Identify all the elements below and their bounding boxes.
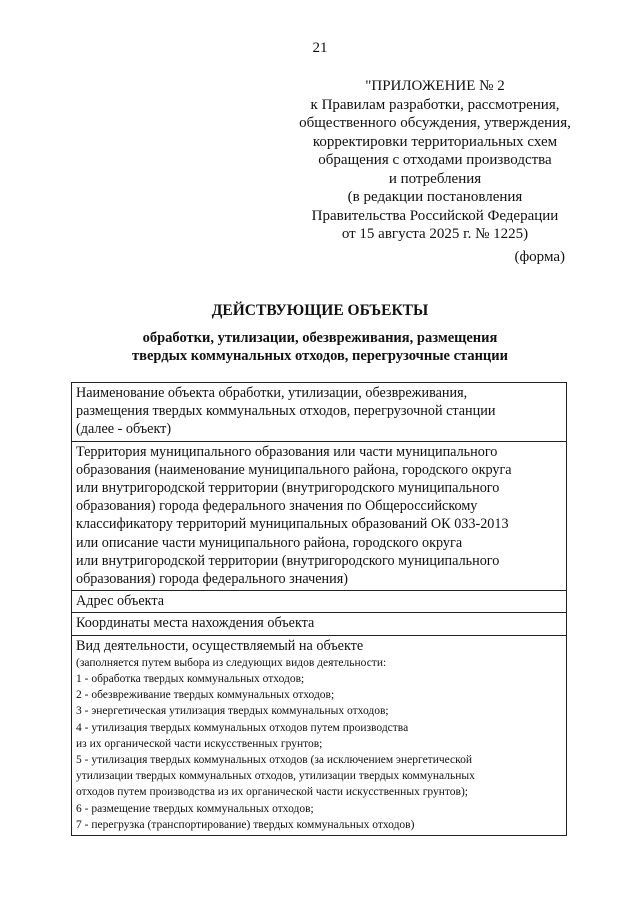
- activity-line: 2 - обезвреживание твердых коммунальных отходов;: [76, 689, 335, 702]
- cell-line: или описание части муниципального района, городского округа: [76, 534, 463, 551]
- activity-line: из их органической части искусственных грунтов;: [76, 737, 323, 750]
- activity-line: 6 - размещение твердых коммунальных отходов;: [76, 802, 314, 815]
- cell-line: образования (наименование муниципального района, городского округа: [76, 461, 512, 478]
- form-table: [71, 382, 567, 836]
- activity-heading: [76, 637, 562, 655]
- cell-line: или внутригородской территории (внутригородского муниципального: [76, 480, 500, 497]
- activity-line: 1 - обработка твердых коммунальных отходов;: [76, 673, 305, 686]
- cell-line: классификатору территорий муниципальных образований ОК 033-2013: [76, 516, 509, 533]
- cell-line: образования) города федерального значения): [76, 571, 348, 588]
- cell-line: Территория муниципального образования или части муниципального: [76, 443, 498, 460]
- cell-line: размещения твердых коммунальных отходов, перегрузочной станции: [76, 403, 496, 420]
- activity-line: утилизации твердых коммунальных отходов, утилизации твердых коммунальных: [76, 770, 475, 783]
- table-row-territory: [72, 441, 567, 591]
- document-subtitle: [0, 329, 640, 365]
- form-label: (форма): [514, 249, 565, 265]
- appendix-line: "ПРИЛОЖЕНИЕ № 2: [365, 78, 505, 94]
- cell-line: Наименование объекта обработки, утилизации, обезвреживания,: [76, 385, 468, 401]
- activity-line: отходов путем производства из их органической части искусственных грунтов);: [76, 786, 468, 799]
- appendix-line: Правительства Российской Федерации: [311, 207, 559, 224]
- page-number: 21: [312, 40, 328, 56]
- cell-line: Координаты места нахождения объекта: [76, 615, 315, 632]
- appendix-line: (в редакции постановления: [347, 189, 523, 205]
- subtitle-line: твердых коммунальных отходов, перегрузочные станции: [132, 348, 508, 364]
- appendix-line: от 15 августа 2025 г. № 1225): [341, 226, 529, 242]
- activity-line: (заполняется путем выбора из следующих видов деятельности:: [76, 656, 387, 669]
- activity-line: 5 - утилизация твердых коммунальных отходов (за исключением энергетической: [76, 754, 473, 767]
- cell-line: Вид деятельности, осуществляемый на объекте: [76, 637, 364, 654]
- document-title: ДЕЙСТВУЮЩИЕ ОБЪЕКТЫ: [211, 302, 429, 319]
- activity-list: [76, 655, 562, 833]
- activity-cell: [72, 635, 567, 835]
- cell-line: образования) города федерального значения по Общероссийскому: [76, 498, 478, 515]
- address-cell: [72, 591, 567, 613]
- subtitle-line: обработки, утилизации, обезвреживания, размещения: [142, 330, 498, 346]
- appendix-line: корректировки территориальных схем: [312, 133, 558, 150]
- table-row-coordinates: [72, 613, 567, 635]
- cell-line: (далее - объект): [76, 421, 172, 438]
- object-name-cell: [72, 383, 567, 442]
- activity-line: 3 - энергетическая утилизация твердых коммунальных отходов;: [76, 705, 389, 718]
- table-row-address: [72, 591, 567, 613]
- cell-line: Адрес объекта: [76, 593, 165, 610]
- table-row-activity: [72, 635, 567, 835]
- cell-line: или внутригородской территории (внутригородского муниципального: [76, 552, 500, 569]
- territory-cell: [72, 441, 567, 591]
- appendix-line: обращения с отходами производства: [318, 152, 552, 168]
- activity-line: 7 - перегрузка (транспортирование) твердых коммунальных отходов): [76, 818, 415, 831]
- activity-line: 4 - утилизация твердых коммунальных отходов путем производства: [76, 721, 409, 734]
- coordinates-cell: [72, 613, 567, 635]
- appendix-line: общественного обсуждения, утверждения,: [299, 115, 571, 131]
- appendix-line: и потребления: [388, 170, 482, 187]
- appendix-line: к Правилам разработки, рассмотрения,: [310, 96, 560, 113]
- table-row-object-name: [72, 383, 567, 442]
- appendix-header: [290, 77, 580, 244]
